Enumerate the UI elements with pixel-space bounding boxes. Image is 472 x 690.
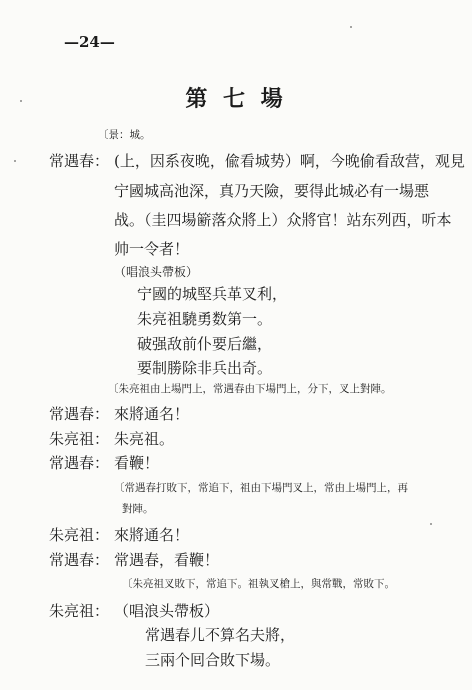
dialogue-line: 常遇春，看鞭！ bbox=[114, 551, 220, 569]
speaker-label: 常遇春： bbox=[49, 454, 110, 472]
verse-line: 要制勝除非兵出奇。 bbox=[137, 359, 273, 377]
stage-direction: 對陣。 bbox=[122, 503, 154, 515]
dialogue-line: 宁國城高池深，真乃天險，要得此城必有一場悪 bbox=[114, 182, 430, 200]
tune-direction: （唱浪头帶板） bbox=[114, 265, 199, 279]
scene-title: 第 七 場 bbox=[185, 86, 287, 112]
scan-speck bbox=[14, 160, 16, 162]
verse-line: 三兩个囘合敗下場。 bbox=[145, 651, 281, 669]
dialogue-line: (上，因系夜晚，偸看城势）啊，今晚偷看敌营，观見 bbox=[114, 152, 465, 170]
scan-speck bbox=[430, 523, 432, 525]
stage-direction: 〔朱亮祖由上場門上，常遇春由下場門上，分下，叉上對陣。 bbox=[108, 383, 392, 395]
dialogue-line: 來將通名！ bbox=[114, 405, 190, 423]
verse-line: 破强敌前仆要后繼， bbox=[137, 335, 273, 353]
dialogue-line: 看鞭！ bbox=[114, 454, 160, 472]
speaker-label: 常遇春： bbox=[49, 551, 110, 569]
scan-speck bbox=[350, 26, 352, 28]
dialogue-line: 朱亮祖。 bbox=[114, 430, 175, 448]
dialogue-line: 來將通名！ bbox=[114, 526, 190, 544]
speaker-label: 常遇春： bbox=[49, 152, 110, 170]
dialogue-line: （唱浪头帶板） bbox=[114, 602, 220, 620]
stage-direction: 〔朱亮祖叉敗下，常追下。祖執叉槍上，與常戰，常敗下。 bbox=[122, 578, 395, 590]
page-number: —24— bbox=[64, 33, 115, 51]
dialogue-line: 战。（圭四場簖落众將上）众將官！站东列西，听本 bbox=[114, 211, 452, 229]
verse-line: 朱亮祖驍勇数第一。 bbox=[137, 310, 273, 328]
verse-line: 宁國的城堅兵革叉利， bbox=[137, 285, 288, 303]
verse-line: 常遇春儿不算名夫將， bbox=[145, 626, 296, 644]
speaker-label: 朱亮祖： bbox=[49, 602, 110, 620]
speaker-label: 常遇春： bbox=[49, 405, 110, 423]
dialogue-line: 帅一令者！ bbox=[114, 240, 190, 258]
scene-note: 〔景：城。 bbox=[98, 129, 151, 141]
speaker-label: 朱亮祖： bbox=[49, 526, 110, 544]
scan-speck bbox=[20, 100, 22, 102]
speaker-label: 朱亮祖： bbox=[49, 430, 110, 448]
stage-direction: 〔常遇春打敗下，常追下，祖由下場門叉上，常由上場門上，再 bbox=[114, 482, 408, 494]
